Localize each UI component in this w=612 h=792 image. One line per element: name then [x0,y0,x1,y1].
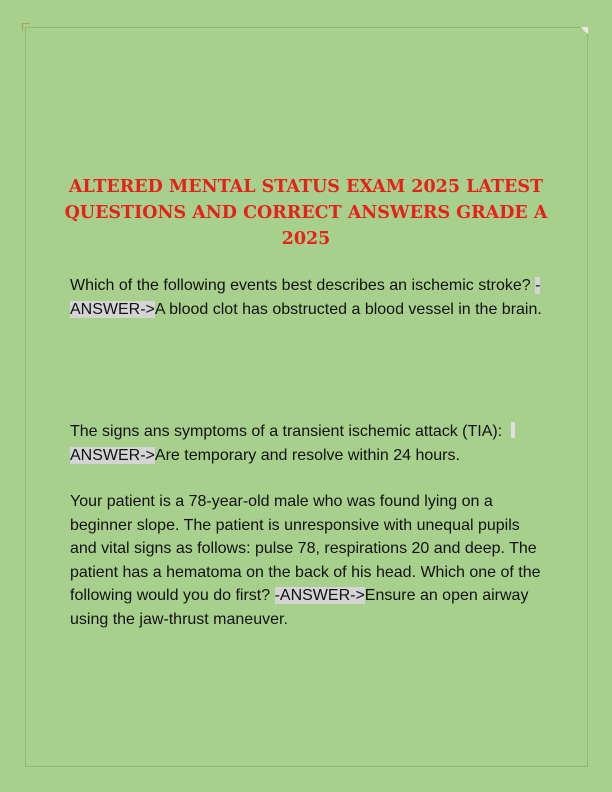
question-text: Which of the following events best describes an ischemic stroke? [70,277,536,294]
document-title: ALTERED MENTAL STATUS EXAM 2025 LATEST QUESTIONS AND CORRECT ANSWERS GRADE A 2025 [64,177,548,249]
qa-item-3 [70,490,550,631]
question-text: The signs ans symptoms of a transient ischemic attack (TIA): [70,423,507,440]
answer-marker: -ANSWER-> [274,587,365,604]
text-cursor-mark [511,422,515,438]
page-fold-corner [580,27,588,34]
answer-text: Are temporary and resolve within 24 hours. [154,446,460,464]
answer-marker: -ANSWER-> [70,277,541,318]
answer-text: Ensure an open airway using the jaw-thrust maneuver. [70,587,529,628]
qa-item-1 [70,274,550,321]
answer-marker: ANSWER-> [70,446,155,464]
qa-item-2 [70,420,550,467]
page-border [25,27,588,767]
question-text: Your patient is a 78-year-old male who was found lying on a beginner slope. The patient is unresponsive with unequal pupils and vital signs as follows: pulse 78, respirations 20 and deep. The patient has a hematoma on the back of his head. Which one of the following would you do first? [70,493,541,604]
answer-text: A blood clot has obstructed a blood vessel in the brain. [154,300,542,318]
crop-mark-top-left [22,23,30,31]
